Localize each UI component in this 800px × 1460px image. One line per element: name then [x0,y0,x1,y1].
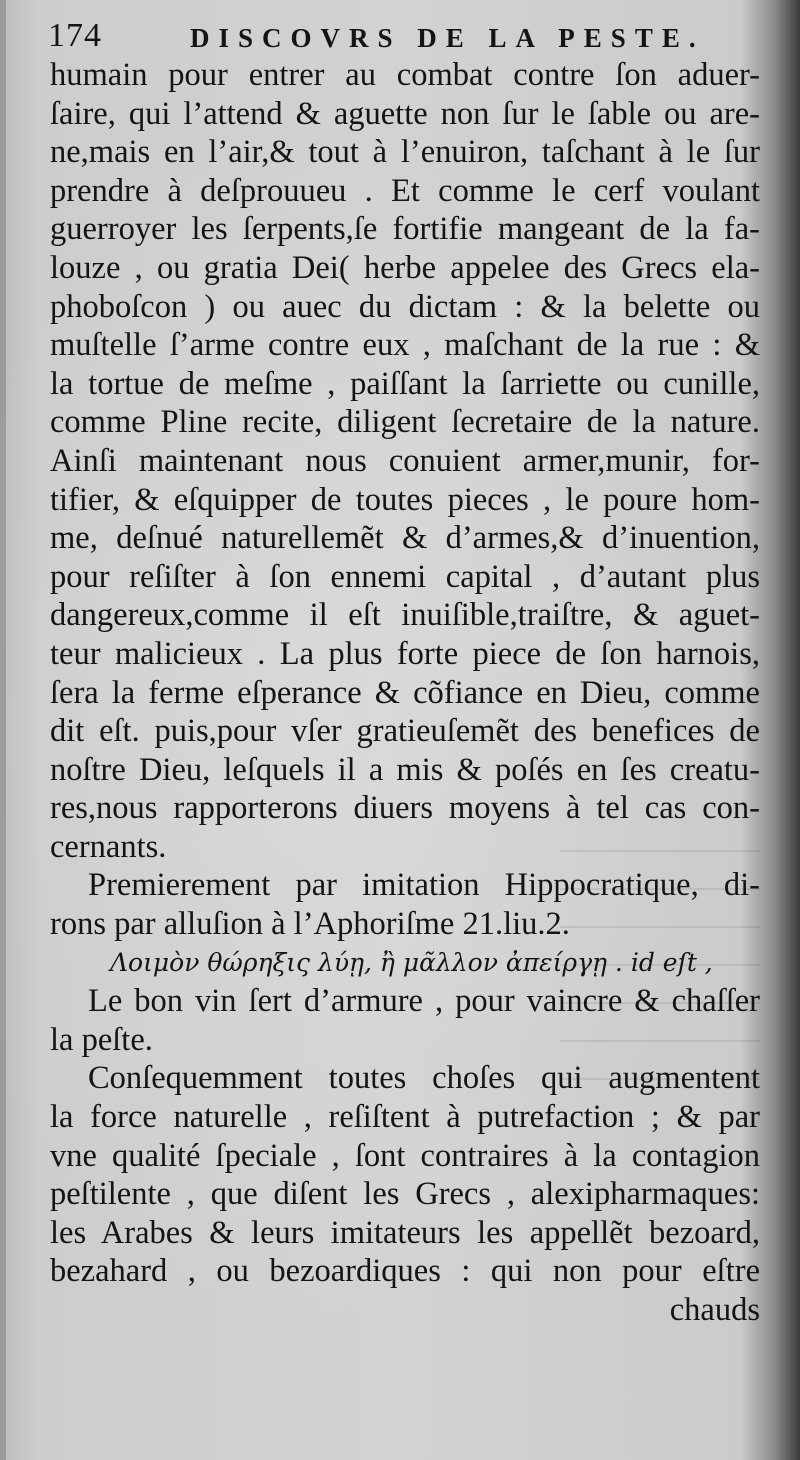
text-line: la peſte. [50,1021,153,1058]
text-line: prendre à deſprouueu . Et comme le cerf voulant [50,172,760,209]
page-gutter-shadow [0,0,6,1460]
text-line: muſtelle ſ’arme contre eux , maſchant de la rue : & [50,327,760,364]
text-line: humain pour entrer au combat contre ſon aduer- [50,57,760,93]
text-line: la tortue de meſme , paiſſant la ſarriette ou cunille, [50,365,760,402]
text-line: rons par alluſion à l’Aphoriſme 21.liu.2. [50,906,570,943]
text-line: noſtre Dieu, leſquels il a mis & poſés en ſes creatu- [50,751,760,788]
text-line: res,nous rapporterons diuers moyens à tel cas con- [50,790,760,827]
text-line: teur malicieux . La plus forte piece de ſon harnois, [50,635,760,672]
body-text [50,56,760,1330]
text-line: dangereux,comme il eſt inuiſible,traiſtre, & aguet- [50,597,760,634]
paragraph-start-line: Premierement par imitation Hippocratique, di- [88,867,760,904]
text-line: peſtilente , que diſent les Grecs , alexipharmaques: [50,1176,760,1213]
page-number: 174 [48,17,102,54]
text-line: bezahard , ou bezoardiques : qui non pour eſtre [50,1253,760,1290]
catchword: chauds [669,1292,760,1328]
text-line: vne qualité ſpeciale , ſont contraires à la contagion [50,1137,760,1174]
text-line: pour reſiſter à ſon ennemi capital , d’autant plus [50,558,760,595]
page-header [48,14,748,58]
running-title: DISCOVRS DE LA PESTE. [190,23,705,53]
text-line: cernants. [50,828,167,865]
greek-quotation: Λοιμὸν θώρηξις λύῃ, ἢ μᾶλλον ἀπείργῃ . id eſt , [110,947,713,977]
paragraph-start-line: Le bon vin ſert d’armure , pour vaincre & chaſſer [88,983,760,1020]
text-line: ſera la ferme eſperance & cõfiance en Dieu, comme [50,674,760,711]
text-line: ne,mais en l’air,& tout à l’enuiron, taſchant à le ſur [50,134,760,171]
text-line: comme Pline recite, diligent ſecretaire de la nature. [50,404,760,441]
text-line: dit eſt. puis,pour vſer gratieuſemẽt des benefices de [50,713,760,750]
text-line: les Arabes & leurs imitateurs les appellẽt bezoard, [50,1214,760,1251]
text-line: ſaire, qui l’attend & aguette non ſur le ſable ou are- [50,95,760,132]
text-line: phoboſcon ) ou auec du dictam : & la belette ou [50,288,760,325]
text-line: la force naturelle , reſiſtent à putrefaction ; & par [50,1099,760,1136]
text-line: Ainſi maintenant nous conuient armer,munir, for- [50,442,760,479]
text-line: me, deſnué naturellemẽt & d’armes,& d’inuention, [50,520,760,557]
text-line: louze , ou gratia Dei( herbe appelee des Grecs ela- [50,249,760,286]
paragraph-start-line: Conſequemment toutes choſes qui augmentent [88,1060,760,1097]
text-line: tifier, & eſquipper de toutes pieces , le poure hom- [50,481,760,518]
text-line: guerroyer les ſerpents,ſe fortifie mangeant de la fa- [50,211,760,248]
